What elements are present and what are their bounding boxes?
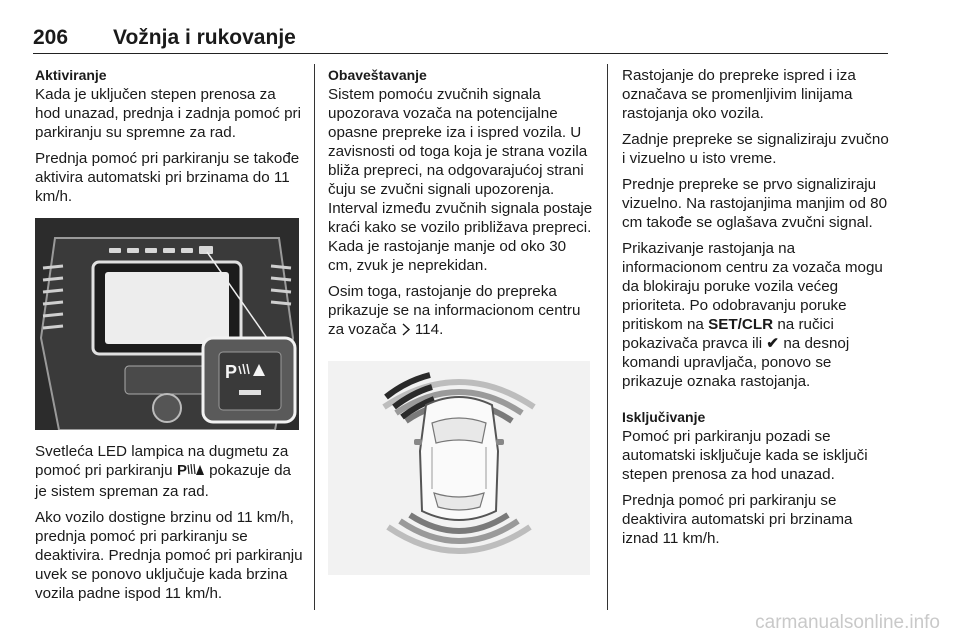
page-reference-arrow-icon bbox=[401, 322, 411, 341]
paragraph: Prednja pomoć pri parkiranju se takođe aktivira automatski pri brzinama do 11 km/h. bbox=[35, 150, 300, 205]
set-clr-button-label: SET/CLR bbox=[708, 316, 774, 333]
paragraph-text: pokazuje da je sistem spreman za rad. bbox=[35, 462, 291, 500]
svg-text:P: P bbox=[176, 462, 187, 477]
paragraph: Prednja pomoć pri parkiranju se deaktivira automatski pri brzinama iznad 11 km/h. bbox=[622, 492, 853, 547]
paragraph: Ako vozilo dostigne brzinu od 11 km/h, prednja pomoć pri parkiranju se deaktivira. Prednja pomoć pri parkiranju uvek se ponovo uključuje kada brzina vozila padne ispod 11 km/h. bbox=[35, 509, 303, 602]
paragraph: Rastojanje do prepreke ispred i iza označava se promenljivim linijama rastojanja oko vozila. bbox=[622, 67, 856, 122]
paragraph bbox=[35, 442, 303, 501]
paragraph: Pomoć pri parkiranju pozadi se automatski isključuje kada se isključi stepen prenosa za hod unazad. bbox=[622, 428, 868, 483]
column-divider bbox=[607, 64, 608, 610]
checkmark-icon: ✔ bbox=[766, 335, 780, 352]
car-sensor-svg bbox=[328, 361, 590, 575]
section-heading-notification: Obaveštavanje bbox=[328, 67, 427, 83]
dashboard-illustration-svg bbox=[35, 218, 299, 430]
column-middle bbox=[328, 66, 594, 575]
paragraph-text: Osim toga, rastojanje do prepreka prikazuje se na informacionom centru za vozača bbox=[328, 283, 581, 338]
paragraph-text: na ručici pokazivača pravca ili bbox=[622, 316, 834, 352]
page-number: 206 bbox=[33, 26, 69, 49]
page-reference[interactable]: 114. bbox=[414, 321, 444, 338]
paragraph bbox=[622, 239, 890, 391]
page-title: Vožnja i rukovanje bbox=[113, 26, 296, 49]
paragraph-text: na desnoj komandi upravljača, ponovo se prikazuje oznaka rastojanja. bbox=[622, 335, 850, 390]
watermark: carmanualsonline.info bbox=[755, 612, 940, 633]
parking-assist-icon bbox=[177, 462, 205, 482]
paragraph: Prednje prepreke se prvo signaliziraju vizuelno. Na rastojanjima manjim od 80 cm takođe se oglašava zvučni signal. bbox=[622, 176, 888, 231]
paragraph: Kada je uključen stepen prenosa za hod unazad, prednja i zadnja pomoć pri parkiranju su spremne za rad. bbox=[35, 86, 301, 141]
section-heading-deactivation: Isključivanje bbox=[622, 409, 706, 425]
page-header bbox=[33, 26, 888, 54]
paragraph: Sistem pomoću zvučnih signala upozorava vozača na potencijalne opasne prepreke iza i ispred vozila. U zavisnosti od toga koja je strana vozila bliža prepreci, na odgovarajućoj strani čuju se zvučni signali upozorenja. Interval između zvučnih signala postaje kraći kako se vozilo približava prepreci. Kada je rastojanje manje od oko 30 cm, zvuk je neprekidan. bbox=[328, 86, 593, 274]
paragraph: Zadnje prepreke se signaliziraju zvučno i vizuelno u isto vreme. bbox=[622, 131, 889, 167]
spacer bbox=[622, 398, 890, 408]
paragraph bbox=[328, 282, 594, 341]
column-divider bbox=[314, 64, 315, 610]
section-heading-activation: Aktiviranje bbox=[35, 67, 107, 83]
column-right bbox=[622, 66, 890, 555]
paragraph-text: Prikazivanje rastojanja na informacionom centru za vozača mogu da blokiraju poruke vozila većeg prioriteta. Po odobravanju poruke pritiskom na bbox=[622, 240, 883, 333]
svg-text:P: P bbox=[225, 362, 238, 382]
paragraph-text: Svetleća LED lampica na dugmetu za pomoć pri parkiranju bbox=[35, 443, 289, 479]
car-distance-sensor-illustration bbox=[328, 361, 590, 575]
dashboard-button-illustration bbox=[35, 218, 299, 430]
column-left bbox=[35, 66, 303, 610]
